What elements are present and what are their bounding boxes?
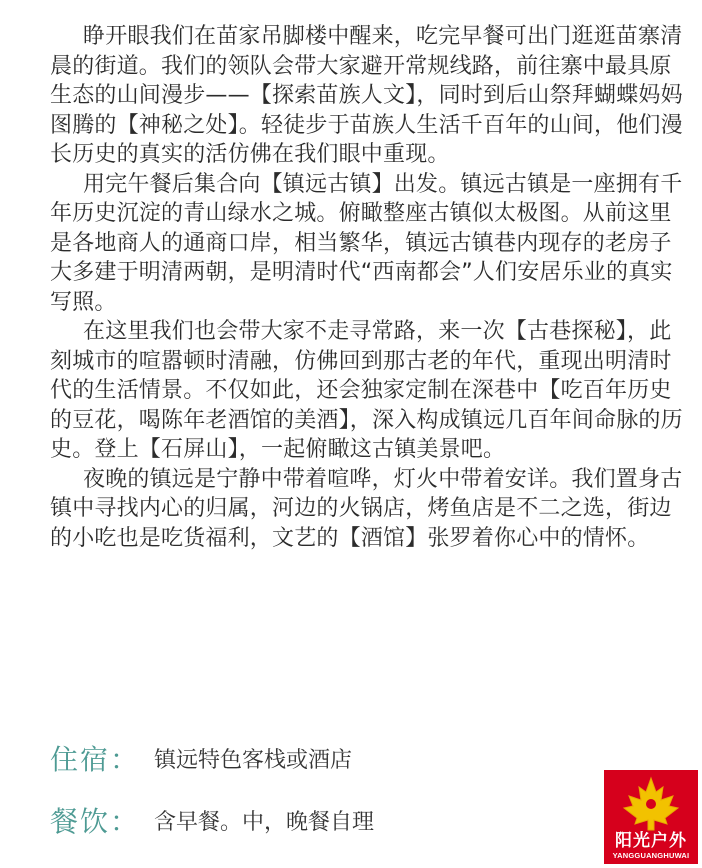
article-body bbox=[50, 22, 690, 553]
paragraph: 睁开眼我们在苗家吊脚楼中醒来，吃完早餐可出门逛逛苗寨清晨的街道。我们的领队会带大家避开常规线路，前往寨中最具原生态的山间漫步——【探索苗族人文】，同时到后山祭拜蝴蝶妈妈图腾的【神秘之处】。轻徒步于苗族人生活千百年的山间，他们漫长历史的真实的活仿佛在我们眼中重现。 bbox=[50, 24, 683, 167]
lodging-label: 住宿： bbox=[50, 743, 141, 776]
paragraph: 用完午餐后集合向【镇远古镇】出发。镇远古镇是一座拥有千年历史沉淀的青山绿水之城。俯瞰整座古镇似太极图。从前这里是各地商人的通商口岸，相当繁华，镇远古镇巷内现存的老房子大多建于明清两朝，是明清时代“西南都会”人们安居乐业的真实写照。 bbox=[50, 171, 683, 315]
logo-name-en: YANGGUANGHUWAI bbox=[612, 851, 690, 860]
meal-row bbox=[50, 800, 610, 840]
paragraph: 在这里我们也会带大家不走寻常路，来一次【古巷探秘】，此刻城市的喧嚣顿时清融，仿佛回到那古老的年代，重现出明清时代的生活情景。不仅如此，还会独家定制在深巷中【吃百年历史的豆花，喝陈年老酒馆的美酒】，深入构成镇远几百年间命脉的历史。登上【石屏山】，一起俯瞰这古镇美景吧。 bbox=[50, 319, 683, 462]
maple-leaf-icon bbox=[621, 776, 681, 832]
paragraph: 夜晚的镇远是宁静中带着喧哗，灯火中带着安详。我们置身古镇中寻找内心的归属，河边的火锅店，烤鱼店是不二之选，街边的小吃也是吃货福利，文艺的【酒馆】张罗着你心中的情怀。 bbox=[50, 466, 683, 551]
brand-logo bbox=[604, 770, 698, 864]
lodging-row bbox=[50, 738, 610, 778]
meal-value: 含早餐。中，晚餐自理 bbox=[154, 809, 375, 835]
meal-label: 餐饮： bbox=[50, 805, 141, 838]
lodging-value: 镇远特色客栈或酒店 bbox=[154, 747, 353, 773]
logo-name-cn: 阳光户外 bbox=[615, 831, 687, 851]
